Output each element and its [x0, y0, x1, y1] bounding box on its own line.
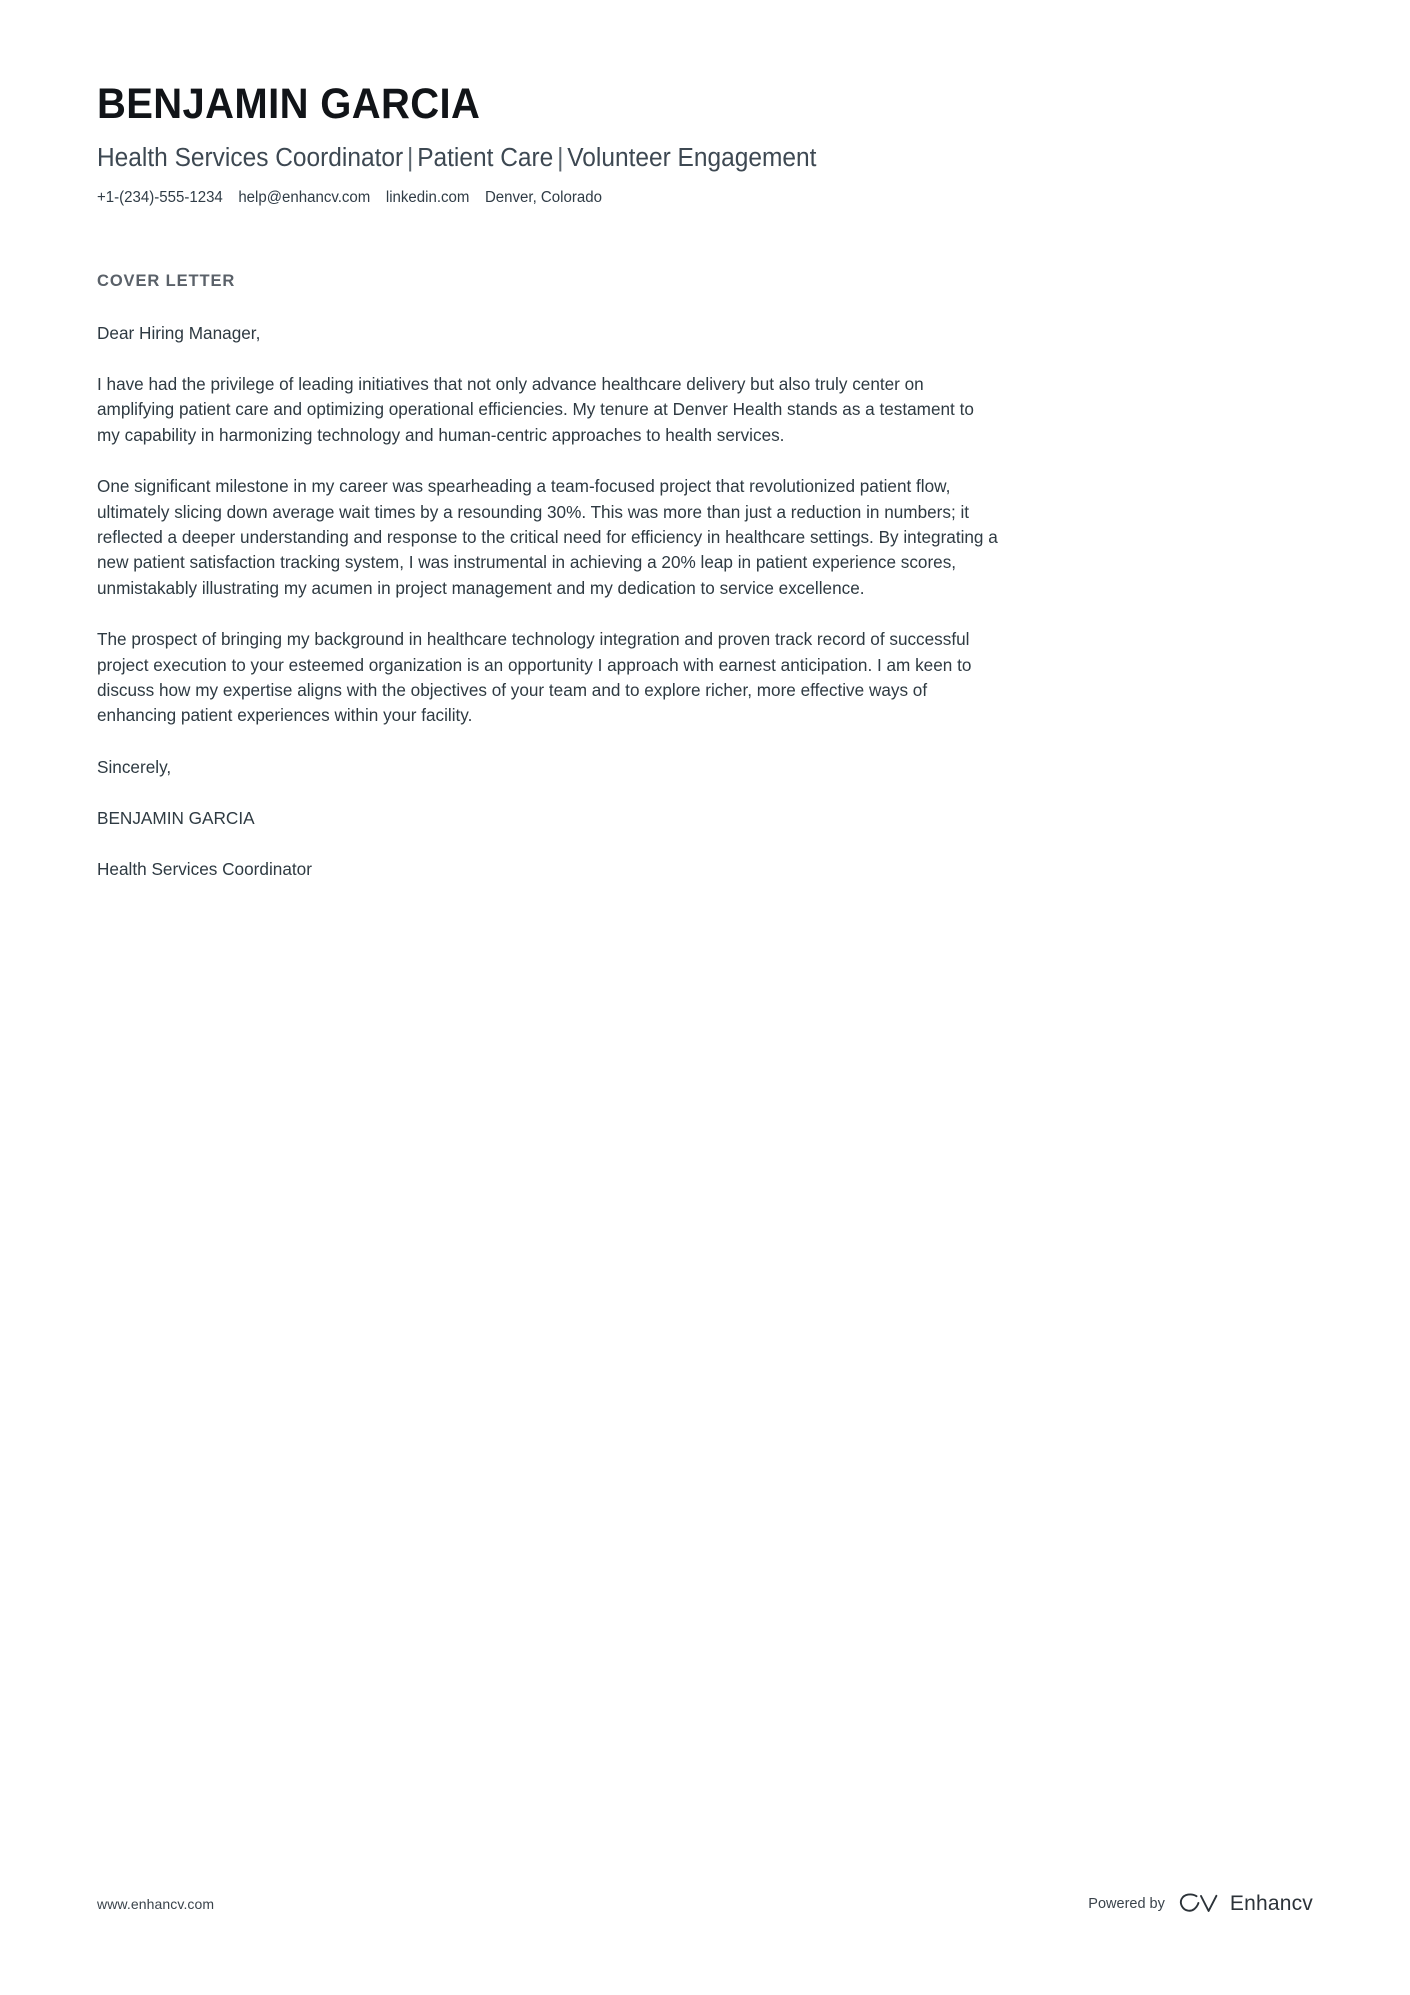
headline-separator-1: | — [406, 144, 414, 172]
candidate-name: BENJAMIN GARCIA — [97, 80, 481, 128]
headline-separator-2: | — [557, 144, 564, 172]
letter-signature-name: BENJAMIN GARCIA — [97, 807, 255, 828]
letter-header — [97, 0, 1003, 208]
powered-by-label: Powered by — [1088, 1896, 1165, 1912]
contact-email[interactable]: help@enhancv.com — [238, 189, 371, 206]
footer-website-link[interactable]: www.enhancv.com — [97, 1896, 215, 1912]
letter-signature-title: Health Services Coordinator — [97, 858, 312, 879]
contact-linkedin[interactable]: linkedin.com — [385, 189, 470, 206]
letter-paragraph: The prospect of bringing my background in healthcare technology integration and proven track record of successful project execution to your esteemed organization is an opportunity I approach with earnest anticipation. I am keen to discuss how my expertise aligns with the objectives of your team and to explore richer, more effective ways of enhancing patient experiences within your facility. — [97, 629, 972, 726]
enhancv-logo-icon — [1179, 1892, 1221, 1916]
candidate-headline — [97, 141, 967, 175]
letter-salutation: Dear Hiring Manager, — [97, 323, 261, 343]
contact-phone: +1-(234)-555-1234 — [97, 189, 223, 206]
headline-part-3: Volunteer Engagement — [567, 144, 817, 172]
contact-location: Denver, Colorado — [484, 189, 602, 206]
letter-paragraph: One significant milestone in my career was spearheading a team-focused project that revolutionized patient flow, ultimately slicing down average wait times by a resounding 30%. This was more than just a reduction in numbers; it reflected a deeper understanding and response to the critical need for efficiency in healthcare settings. By integrating a new patient satisfaction tracking system, I was instrumental in achieving a 20% leap in patient experience scores, unmistakably illustrating my acumen in project management and my dedication to service excellence. — [97, 476, 998, 598]
section-title-cover-letter: COVER LETTER — [97, 272, 236, 290]
headline-part-1: Health Services Coordinator — [97, 144, 404, 172]
letter-closing: Sincerely, — [97, 756, 172, 777]
document-content — [97, 0, 1003, 882]
enhancv-brand-name: Enhancv — [1229, 1892, 1313, 1915]
cover-letter-section — [97, 270, 1003, 882]
headline-part-2: Patient Care — [417, 144, 554, 172]
letter-paragraph: I have had the privilege of leading initiatives that not only advance healthcare delivery but also truly center on amplifying patient care and optimizing operational efficiencies. My tenure at Denver Health stands as a testament to my capability in harmonizing technology and human-centric approaches to health services. — [97, 374, 974, 445]
enhancv-brand — [1179, 1892, 1313, 1916]
page-footer — [97, 1889, 1313, 1919]
contact-details — [97, 188, 976, 208]
footer-branding — [1088, 1892, 1313, 1916]
